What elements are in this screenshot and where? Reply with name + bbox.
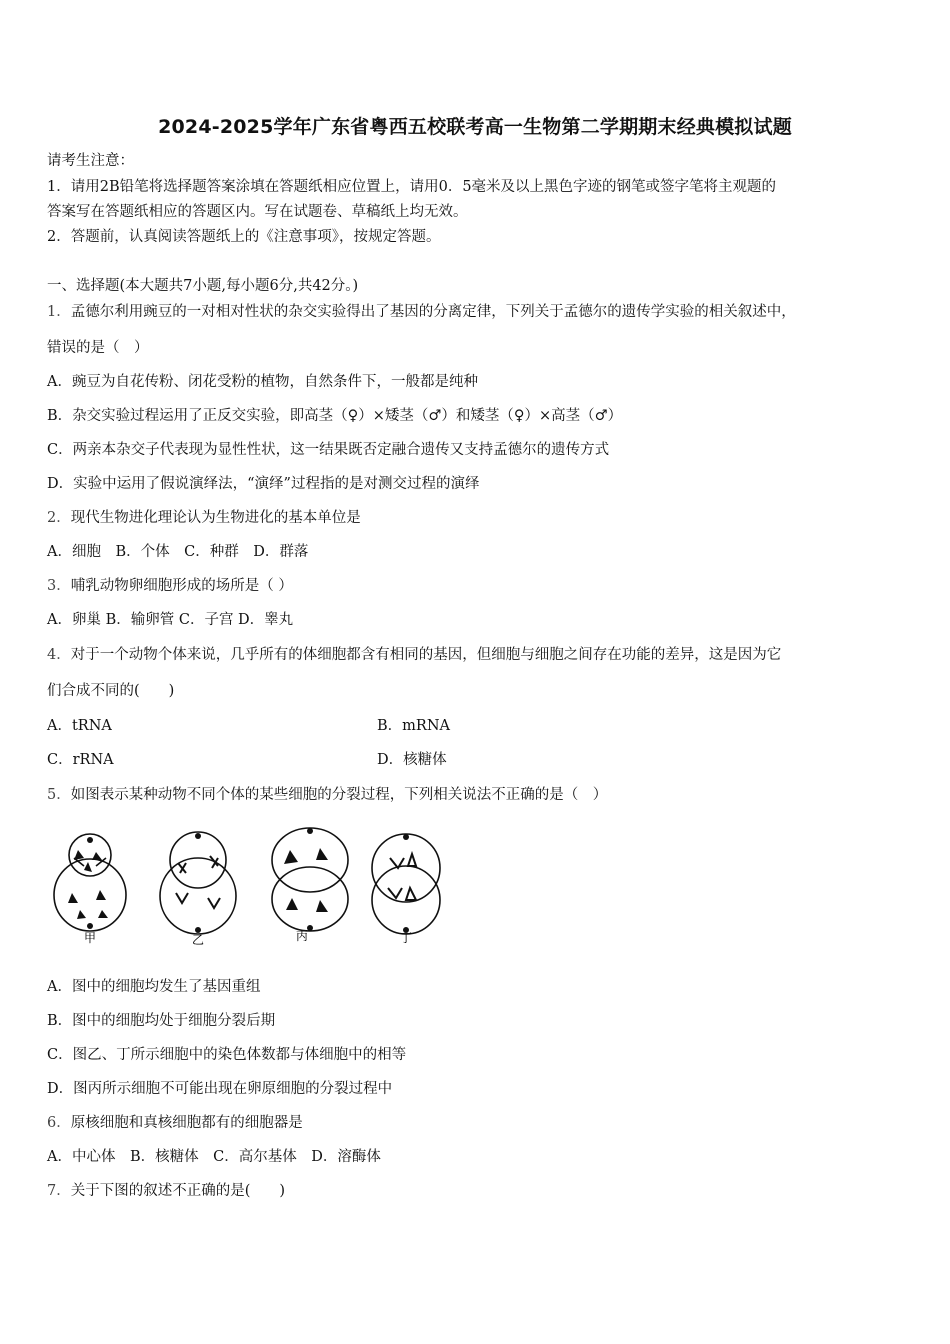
question-text: 哺乳动物卵细胞形成的场所是（ ） — [70, 578, 293, 594]
cell-jia — [54, 834, 126, 931]
question-4-stem-cont: 们合成不同的( ) — [47, 683, 175, 699]
notice-line-1: 1．请用2B铅笔将选择题答案涂填在答题纸相应位置上，请用0．5毫米及以上黑色字迹的钢笔或签字笔将主观题的 — [47, 179, 777, 195]
q3-options: A．卵巢 B．输卵管 C．子宫 D．睾丸 — [47, 612, 294, 628]
question-2-stem — [47, 509, 361, 527]
notice-line-2: 答案写在答题纸相应的答题区内。写在试题卷、草稿纸上均无效。 — [47, 204, 468, 220]
question-text: 现代生物进化理论认为生物进化的基本单位是 — [70, 510, 361, 526]
q5-option-c: C．图乙、丁所示细胞中的染色体数都与体细胞中的相等 — [47, 1047, 407, 1063]
notice-heading: 请考生注意： — [47, 153, 134, 169]
cell-bing — [272, 828, 348, 931]
page-title: 2024-2025学年广东省粤西五校联考高一生物第二学期期末经典模拟试题 — [158, 116, 792, 138]
q1-option-a: A．豌豆为自花传粉、闭花受粉的植物，自然条件下，一般都是纯种 — [47, 374, 478, 390]
q1-option-c: C．两亲本杂交子代表现为显性性状，这一结果既否定融合遗传又支持孟德尔的遗传方式 — [47, 442, 610, 458]
question-1-stem-cont: 错误的是（ ） — [47, 340, 149, 356]
question-text: 对于一个动物个体来说，几乎所有的体细胞都含有相同的基因，但细胞与细胞之间存在功能的差异，这是因为它 — [70, 647, 782, 663]
q5-option-b: B．图中的细胞均处于细胞分裂后期 — [47, 1013, 276, 1029]
question-number: 6． — [47, 1115, 71, 1131]
figure-label-bing: 丙 — [295, 929, 309, 943]
q1-option-b: B．杂交实验过程运用了正反交实验，即高茎（♀）×矮茎（♂）和矮茎（♀）×高茎（♂） — [47, 408, 623, 424]
question-6-stem — [47, 1114, 303, 1132]
q6-options: A．中心体 B．核糖体 C．高尔基体 D．溶酶体 — [47, 1149, 381, 1165]
question-number: 1． — [47, 304, 71, 320]
q5-option-a: A．图中的细胞均发生了基因重组 — [47, 979, 261, 995]
question-number: 3． — [47, 578, 71, 594]
q1-option-d: D．实验中运用了假说演绎法，“演绎”过程指的是对测交过程的演绎 — [47, 476, 480, 492]
q4-option-a: A．tRNA — [47, 718, 112, 734]
question-number: 4． — [47, 647, 71, 663]
question-5-stem — [47, 786, 607, 804]
chromosome-marks — [68, 848, 416, 919]
q5-option-d: D．图丙所示细胞不可能出现在卵原细胞的分裂过程中 — [47, 1081, 393, 1097]
question-7-stem — [47, 1182, 285, 1200]
question-number: 2． — [47, 510, 71, 526]
question-text: 原核细胞和真核细胞都有的细胞器是 — [70, 1115, 303, 1131]
question-number: 7． — [47, 1183, 71, 1199]
cell-ding — [372, 834, 440, 934]
q4-option-d: D．核糖体 — [377, 752, 447, 768]
question-3-stem — [47, 577, 293, 595]
q2-options: A．细胞 B．个体 C．种群 D．群落 — [47, 544, 309, 560]
question-4-stem — [47, 646, 781, 664]
figure-label-jia: 甲 — [83, 931, 97, 945]
question-number: 5． — [47, 787, 71, 803]
figure-label-ding: 丁 — [399, 931, 413, 945]
aster-marks — [87, 828, 409, 933]
question-text: 关于下图的叙述不正确的是( ) — [70, 1183, 286, 1199]
section-heading: 一、选择题(本大题共7小题,每小题6分,共42分。) — [47, 278, 359, 294]
question-text: 如图表示某种动物不同个体的某些细胞的分裂过程，下列相关说法不正确的是（ ） — [70, 787, 608, 803]
q4-option-b: B．mRNA — [377, 718, 450, 734]
figure-label-yi: 乙 — [191, 933, 205, 947]
q4-option-c: C．rRNA — [47, 752, 114, 768]
question-text: 孟德尔利用豌豆的一对相对性状的杂交实验得出了基因的分离定律，下列关于孟德尔的遗传学实验的相关叙述中， — [70, 304, 796, 320]
question-1-stem — [47, 303, 796, 321]
cell-yi — [160, 832, 236, 934]
notice-line-3: 2．答题前，认真阅读答题纸上的《注意事项》，按规定答题。 — [47, 229, 441, 245]
cell-division-figure — [44, 818, 454, 948]
